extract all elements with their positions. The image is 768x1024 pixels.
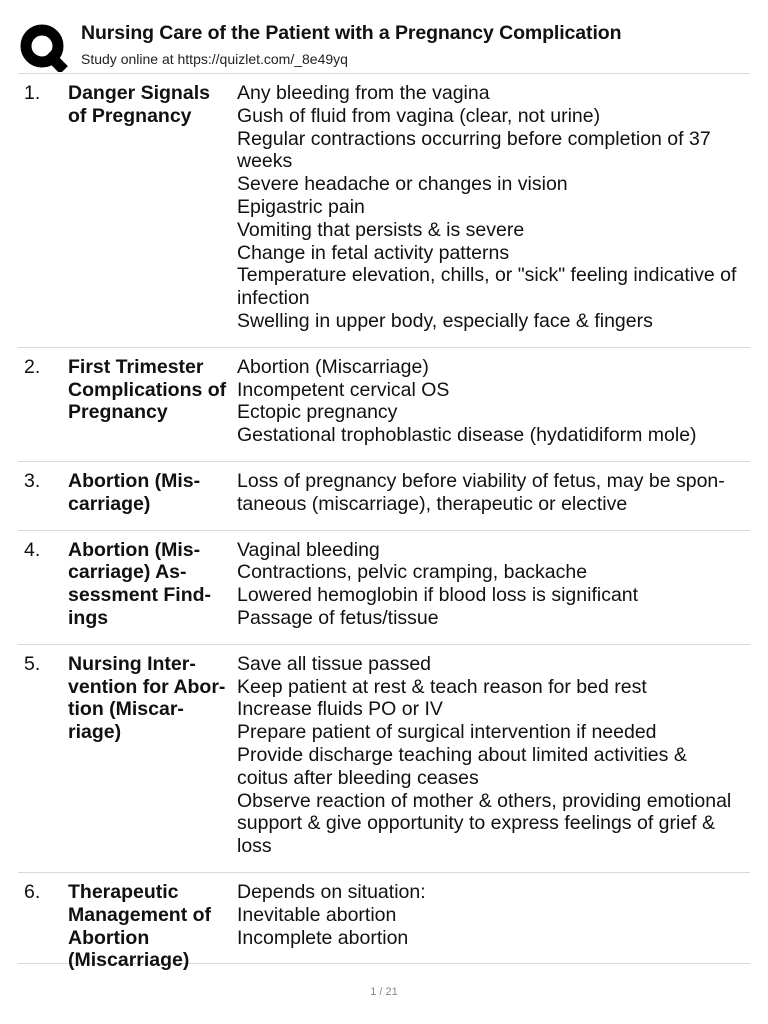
card-definition-line: Incompetent cervical OS (237, 378, 450, 401)
card-term-line: Pregnancy (68, 401, 168, 424)
card-term (68, 881, 233, 972)
card-term-line: carriage) As- (68, 561, 187, 584)
card-definition-line: loss (237, 835, 272, 858)
flashcard-row (18, 74, 750, 348)
card-definition-line: Change in fetal activity patterns (237, 241, 510, 264)
card-definition-line: Loss of pregnancy before viability of fetus, may be spon- (237, 469, 725, 492)
card-term-line: tion (Miscar- (68, 698, 184, 721)
card-term-line: vention for Abor- (68, 675, 226, 698)
card-term-line: of Pregnancy (68, 104, 192, 127)
card-definition-line: Prepare patient of surgical intervention if needed (237, 721, 657, 744)
card-term (68, 539, 233, 630)
page-indicator: 1 / 21 (370, 986, 398, 998)
card-definition-line: Keep patient at rest & teach reason for bed rest (237, 675, 647, 698)
card-term-line: sessment Find- (68, 584, 212, 607)
flashcard-row (18, 873, 750, 972)
card-definition-line: taneous (miscarriage), therapeutic or elective (237, 492, 628, 515)
card-number: 3. (24, 469, 41, 492)
card-definition (237, 539, 749, 630)
card-definition-line: Incomplete abortion (237, 926, 409, 949)
card-definition-line: Lowered hemoglobin if blood loss is significant (237, 584, 639, 607)
card-definition-line: Regular contractions occurring before completion of 37 (237, 127, 711, 150)
card-definition-line: Ectopic pregnancy (237, 401, 398, 424)
flashcard-row (18, 531, 750, 645)
quizlet-q-logo-icon (20, 24, 68, 72)
card-definition-line: Passage of fetus/tissue (237, 606, 439, 629)
document-title: Nursing Care of the Patient with a Pregnancy Complication (81, 22, 622, 44)
card-definition-line: coitus after bleeding ceases (237, 766, 479, 789)
card-term-line: Abortion (68, 926, 150, 949)
card-definition-line: Depends on situation: (237, 880, 426, 903)
card-term-line: carriage) (68, 492, 151, 515)
card-term-line: riage) (68, 721, 122, 744)
card-number: 2. (24, 355, 41, 378)
card-definition-line: Vaginal bleeding (237, 538, 380, 561)
flashcard-row (18, 348, 750, 462)
card-definition-line: Increase fluids PO or IV (237, 698, 443, 721)
card-definition-line: Vomiting that persists & is severe (237, 218, 525, 241)
card-term (68, 653, 233, 744)
card-number: 4. (24, 538, 41, 561)
card-definition-line: Any bleeding from the vagina (237, 82, 490, 104)
card-number: 6. (24, 880, 41, 903)
flashcard-list (18, 74, 750, 972)
card-definition (237, 356, 749, 447)
page-header (18, 18, 750, 74)
card-definition-line: Temperature elevation, chills, or "sick" feeling indicative of (237, 264, 737, 287)
card-definition-line: Epigastric pain (237, 195, 365, 218)
card-definition-line: Gestational trophoblastic disease (hydatidiform mole) (237, 424, 697, 447)
card-definition-line: infection (237, 287, 310, 310)
card-number: 5. (24, 652, 41, 675)
card-definition-line: Gush of fluid from vagina (clear, not urine) (237, 104, 601, 127)
card-term-line: ings (68, 606, 109, 629)
card-definition-line: Swelling in upper body, especially face & fingers (237, 309, 653, 332)
card-definition-line: Provide discharge teaching about limited activities & (237, 743, 687, 766)
card-term-line: Complications of (68, 378, 227, 401)
card-definition (237, 653, 749, 858)
card-definition-line: Save all tissue passed (237, 652, 432, 675)
card-term-line: (Miscarriage) (68, 949, 190, 972)
card-definition-line: support & give opportunity to express feelings of grief & (237, 812, 716, 835)
study-online-link[interactable]: Study online at https://quizlet.com/_8e49yq (81, 51, 348, 67)
flashcard-row (18, 645, 750, 873)
card-term-line: Therapeutic (68, 880, 179, 903)
card-term-line: Management of (68, 903, 212, 926)
card-term-line: Abortion (Mis- (68, 469, 201, 492)
card-term-line: Danger Signals (68, 82, 210, 104)
card-definition-line: Abortion (Miscarriage) (237, 355, 429, 378)
flashcard-row (18, 462, 750, 531)
card-term-line: First Trimester (68, 355, 204, 378)
card-definition (237, 470, 749, 516)
card-term (68, 470, 233, 516)
card-definition-line: weeks (237, 150, 293, 173)
card-definition-line: Inevitable abortion (237, 903, 397, 926)
card-definition (237, 82, 749, 333)
card-term-line: Abortion (Mis- (68, 538, 201, 561)
card-term-line: Nursing Inter- (68, 652, 196, 675)
card-definition-line: Contractions, pelvic cramping, backache (237, 561, 588, 584)
card-definition (237, 881, 749, 949)
card-term (68, 82, 233, 128)
card-definition-line: Severe headache or changes in vision (237, 173, 568, 196)
card-definition-line: Observe reaction of mother & others, providing emotional (237, 789, 732, 812)
card-number: 1. (24, 82, 41, 104)
card-term (68, 356, 233, 424)
